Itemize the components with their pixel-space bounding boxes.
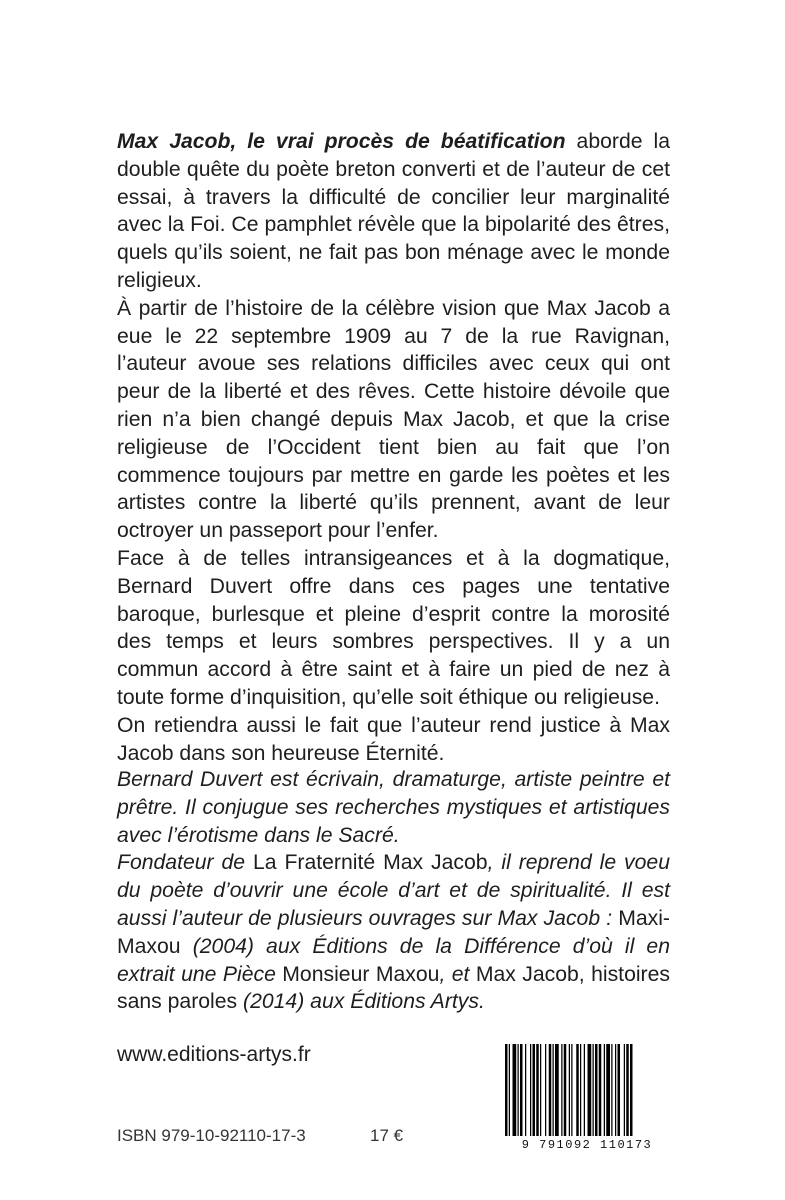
- bio-paragraph-1: Bernard Duvert est écrivain, dramaturge, artiste peintre et prêtre. Il conjugue ses recherches mystiques et artistiques avec l’érotisme dans le Sacré.: [117, 768, 670, 847]
- book-title: Max Jacob, le vrai procès de béatification: [117, 130, 566, 153]
- bio-text-a: Fondateur de: [117, 851, 253, 875]
- bio-title-histoires: Max Jacob, histoires sans paroles: [117, 962, 670, 1014]
- publisher-website: www.editions-artys.fr: [117, 1043, 311, 1066]
- bio-title-monsieur-maxou: Monsieur Maxou: [282, 962, 440, 986]
- description-paragraph-1: [117, 128, 670, 295]
- description-paragraph-3: Face à de telles intransigeances et à la dogmatique, Bernard Duvert offre dans ces pages une tentative baroque, burlesque et pleine d’esprit contre la morosité des temps et leurs sombres perspectives. Il y a un commun accord à être saint et à faire un pied de nez à toute forme d’inquisition, qu’elle soit éthique ou religieuse.: [117, 546, 670, 709]
- back-cover-description: [117, 128, 670, 767]
- price: 17 €: [370, 1126, 404, 1145]
- isbn: ISBN 979-10-92110-17-3: [117, 1126, 306, 1145]
- author-bio: [117, 766, 670, 1016]
- description-paragraph-2: À partir de l’histoire de la célèbre vision que Max Jacob a eue le 22 septembre 1909 au 7 de la rue Ravignan, l’auteur avoue ses relations difficiles avec ceux qui ont peur de la liberté et des rêves. Cette histoire dévoile que rien n’a bien changé depuis Max Jacob, et que la crise religieuse de l’Occident tient bien au fait que l’on commence toujours par mettre en garde les poètes et les artistes contre la liberté qu’ils prennent, avant de leur octroyer un passeport pour l’enfer.: [117, 296, 670, 543]
- barcode-digits: 9 791092 110173: [521, 1138, 653, 1152]
- bio-text-i: (2014) aux Éditions Artys.: [237, 990, 485, 1014]
- description-paragraph-4: On retiendra aussi le fait que l’auteur rend justice à Max Jacob dans son heureuse Éternité.: [117, 713, 670, 765]
- bio-text-c: , il reprend le voeu du poète d’ouvrir une école d’art et de spiritualité. Il est aussi l’auteur de plusieurs ouvrages sur Max Jacob :: [117, 851, 670, 930]
- description-paragraph-1-text: aborde la double quête du poète breton converti et de l’auteur de cet essai, à travers la difficulté de concilier leur marginalité avec la Foi. Ce pamphlet révèle que la bipolarité des êtres, quels qu’ils soient, ne fait pas bon ménage avec le monde religieux.: [117, 130, 670, 292]
- bio-text-e: (2004) aux Éditions de la Différence d’où il en extrait une Pièce: [117, 934, 670, 986]
- bio-title-maxi-maxou: Maxi-Maxou: [117, 906, 670, 958]
- bio-paragraph-2: [117, 849, 670, 1016]
- bio-text-g: , et: [439, 962, 476, 986]
- bio-title-fraternite: La Fraternité Max Jacob: [253, 851, 488, 875]
